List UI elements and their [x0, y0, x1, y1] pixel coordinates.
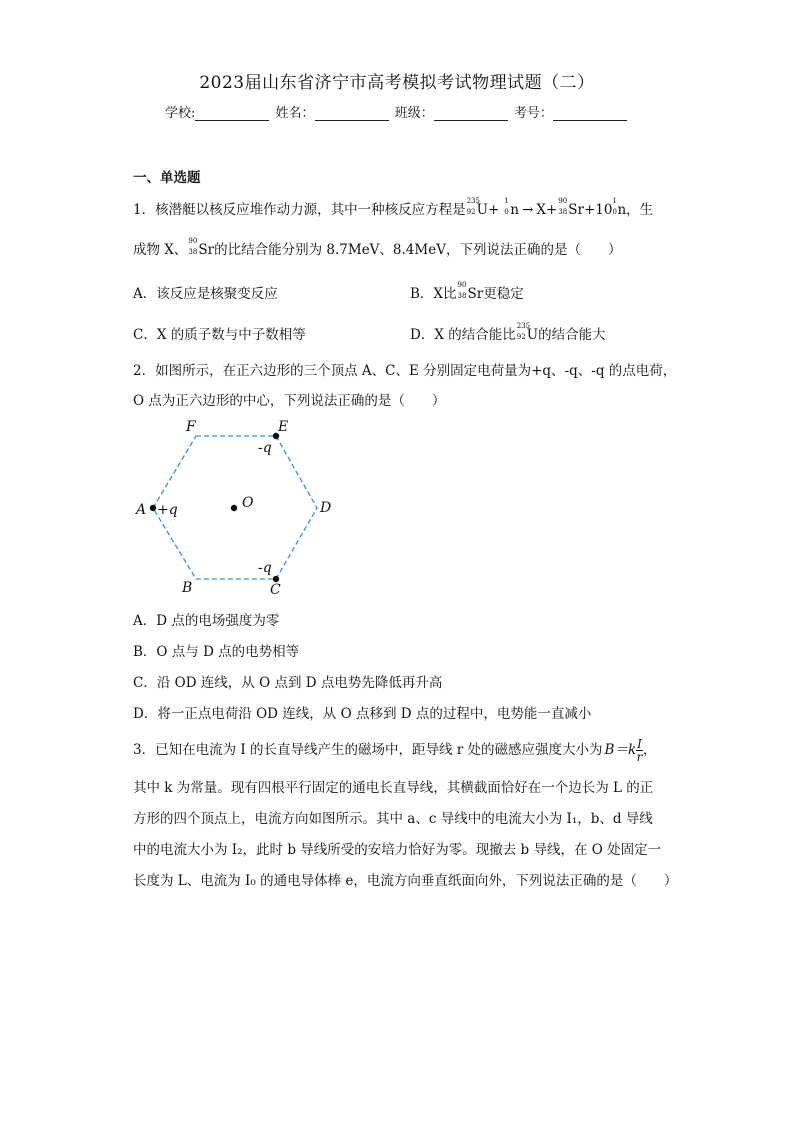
name-label: 姓名：	[275, 106, 315, 121]
q1-option-b[interactable]: B．X比 90 38 Sr更稳定	[410, 281, 524, 302]
q2-option-b[interactable]: B．O 点与 D 点的电势相等	[133, 644, 300, 660]
q2-option-c[interactable]: C．沿 OD 连线，从 O 点到 D 点电势先降低再升高	[133, 675, 443, 691]
q1-option-c[interactable]: C．X 的质子数与中子数相等	[133, 327, 306, 343]
strontium-nuclide-2: 90 38 Sr	[188, 237, 215, 258]
label-a: A	[136, 502, 147, 518]
q3-line1: 3．已知在电流为 I 的长直导线产生的磁场中，距导线 r 处的磁感应强度大小为 B＝k $\frac{I}{r}$ ，	[133, 737, 657, 764]
q3-line2: 其中 k 为常量。现有四根平行固定的通电长直导线，其横截面恰好在一个边长为 L 的正	[133, 780, 654, 796]
school-label: 学校:	[165, 106, 196, 121]
formula-b: B＝k $\frac{I}{r}$	[604, 737, 643, 764]
charge-a-label: +q	[157, 502, 178, 518]
hexagon-figure	[128, 414, 348, 599]
uranium-nuclide: 235 92 U	[466, 197, 488, 218]
charge-e-label: -q	[258, 440, 272, 456]
q2-line1: 2．如图所示，在正六边形的三个顶点 A、C、E 分别固定电荷量为+q、-q、-q 的点电荷，	[133, 363, 677, 379]
q3-line3: 方形的四个顶点上，电流方向如图所示。其中 a、c 导线中的电流大小为 I₁，b、d 导线	[133, 811, 653, 827]
q2-line2: O 点为正六边形的中心，下列说法正确的是（ ）	[133, 393, 446, 409]
q1-option-d[interactable]: D．X 的结合能比 235 92 U的结合能大	[410, 322, 606, 343]
student-info-row	[165, 102, 629, 121]
class-label: 班级：	[394, 106, 434, 121]
page-title: 2023届山东省济宁市高考模拟考试物理试题（二）	[199, 73, 595, 93]
label-c: C	[270, 582, 281, 598]
charge-c-label: -q	[258, 560, 272, 576]
label-o: O	[242, 495, 254, 511]
q1-option-a[interactable]: A．该反应是核聚变反应	[133, 286, 278, 302]
exam-no-field[interactable]	[553, 107, 627, 121]
exam-no-label: 考号：	[513, 106, 553, 121]
label-f: F	[186, 419, 196, 435]
q2-option-d[interactable]: D．将一正点电荷沿 OD 连线，从 O 点移到 D 点的过程中，电势能一直减小	[133, 706, 592, 722]
q1-line1: 1．核潜艇以核反应堆作动力源，其中一种核反应方程是 235 92 U+ 1 0 n → X+ 90 38 Sr+10 1 0 n，生	[133, 197, 654, 218]
charge-point-a	[150, 505, 156, 511]
center-point-o	[231, 505, 237, 511]
class-field[interactable]	[434, 107, 508, 121]
label-d: D	[320, 500, 332, 516]
q2-option-a[interactable]: A．D 点的电场强度为零	[133, 613, 280, 629]
formula-fraction: $\frac{I}{r}$	[636, 737, 643, 764]
strontium-nuclide: 90 38 Sr	[558, 197, 584, 218]
section-heading-single-choice: 一、单选题	[133, 170, 201, 186]
school-field[interactable]	[195, 107, 269, 121]
reaction-arrow: →	[522, 202, 534, 218]
q3-line4: 中的电流大小为 I₂，此时 b 导线所受的安培力恰好为零。现撤去 b 导线，在 O 处固定一	[133, 842, 662, 858]
name-field[interactable]	[315, 107, 389, 121]
label-e: E	[278, 419, 289, 435]
neutron-nuclide-2: 1 0 n	[612, 197, 627, 218]
neutron-nuclide: 1 0 n	[504, 197, 519, 218]
q3-line5: 长度为 L、电流为 I₀ 的通电导体棒 e，电流方向垂直纸面向外，下列说法正确的是（ ）	[133, 873, 678, 889]
label-b: B	[182, 580, 193, 596]
q1-line2: 成物 X、 90 38 Sr的比结合能分别为 8.7MeV、8.4MeV，下列说法正确的是（ ）	[133, 237, 622, 258]
